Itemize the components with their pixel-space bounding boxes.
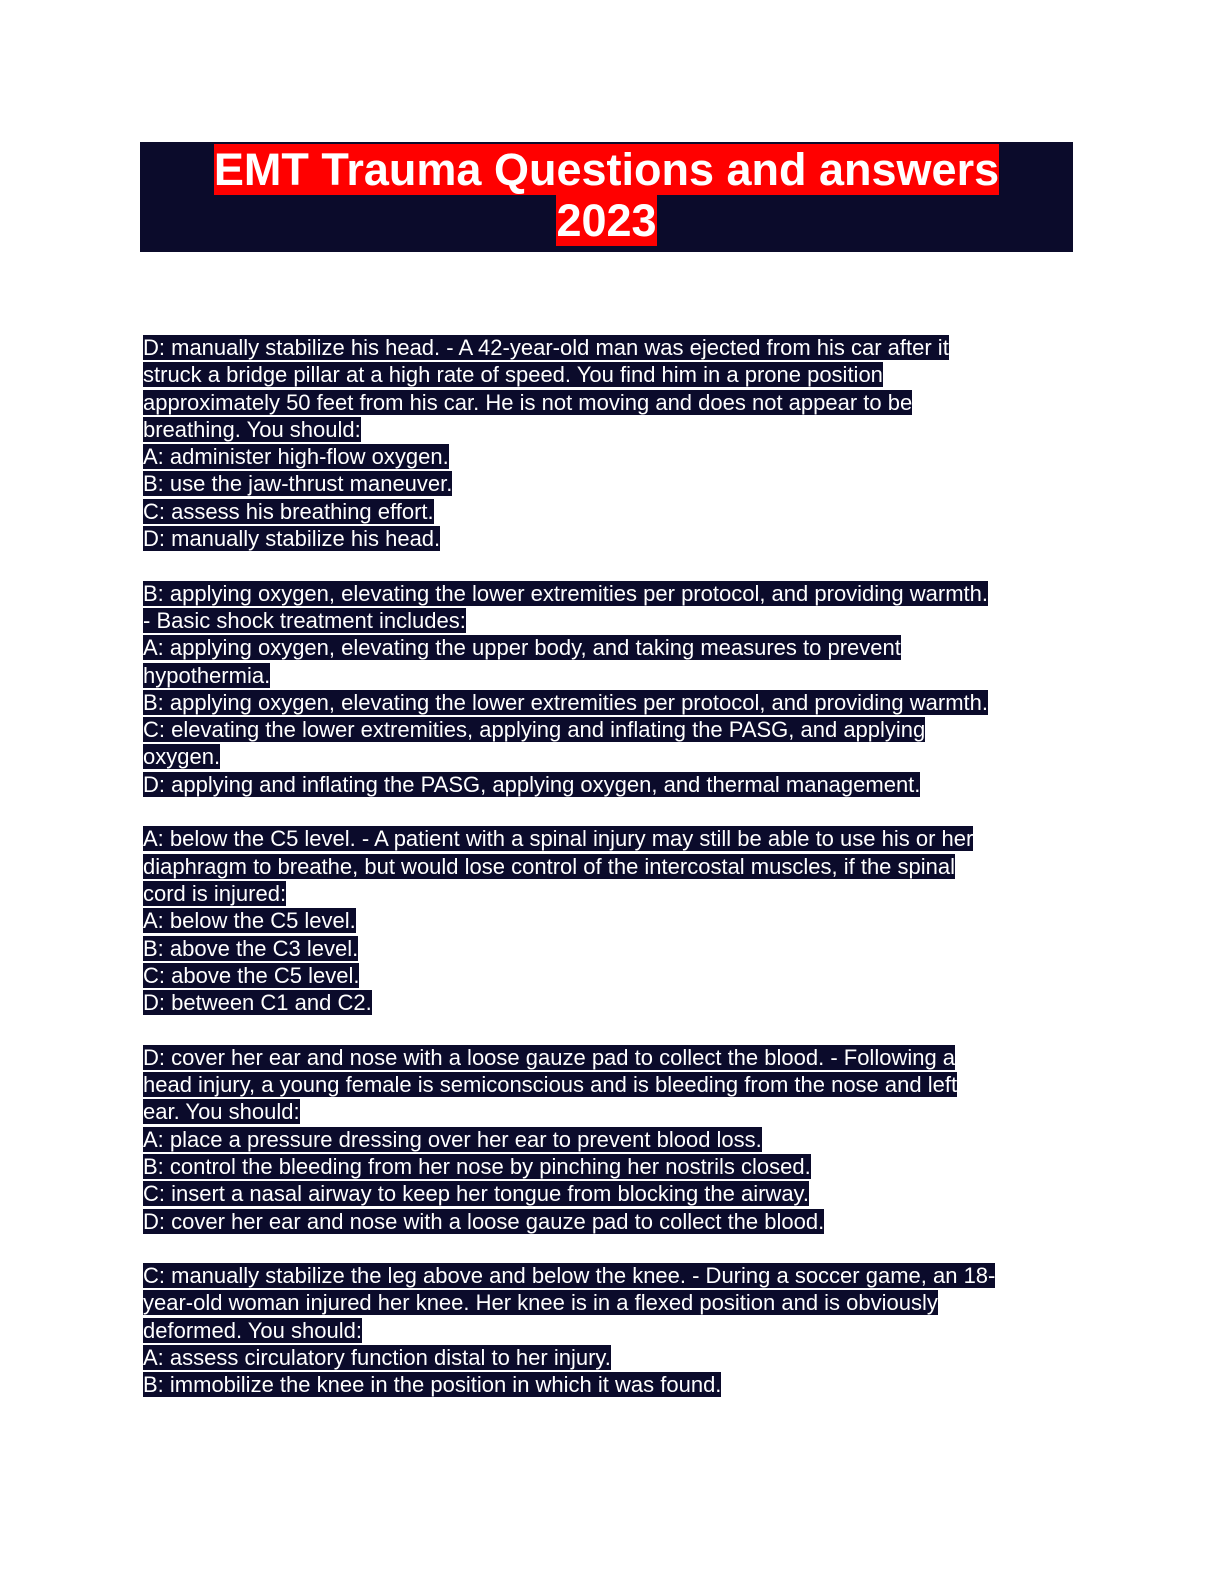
answer-option: B: use the jaw-thrust maneuver.	[143, 471, 453, 497]
qa-line: deformed. You should:	[143, 1317, 362, 1343]
qa-block-4	[143, 1044, 1078, 1235]
qa-line: ear. You should:	[143, 1099, 300, 1125]
qa-line: struck a bridge pillar at a high rate of speed. You find him in a prone position	[143, 362, 883, 388]
answer-option: B: immobilize the knee in the position in which it was found.	[143, 1372, 722, 1398]
answer-option: C: elevating the lower extremities, applying and inflating the PASG, and applying	[143, 717, 926, 743]
document-title	[140, 142, 1073, 246]
answer-option: D: manually stabilize his head.	[143, 526, 441, 552]
title-banner	[140, 142, 1073, 252]
answer-option: C: insert a nasal airway to keep her tongue from blocking the airway.	[143, 1181, 810, 1207]
answer-option: A: applying oxygen, elevating the upper body, and taking measures to prevent	[143, 635, 901, 661]
answer-option: C: above the C5 level.	[143, 962, 360, 988]
qa-line: head injury, a young female is semiconscious and is bleeding from the nose and left	[143, 1072, 958, 1098]
answer-option: A: place a pressure dressing over her ear to prevent blood loss.	[143, 1126, 762, 1152]
answer-option: A: administer high-flow oxygen.	[143, 444, 449, 470]
answer-option: C: assess his breathing effort.	[143, 498, 434, 524]
answer-option: A: below the C5 level.	[143, 908, 356, 934]
qa-line: - Basic shock treatment includes:	[143, 607, 466, 633]
qa-block-5	[143, 1262, 1078, 1398]
qa-line: D: cover her ear and nose with a loose gauze pad to collect the blood. - Following a	[143, 1044, 956, 1070]
qa-line: cord is injured:	[143, 880, 287, 906]
answer-option: D: cover her ear and nose with a loose gauze pad to collect the blood.	[143, 1208, 825, 1234]
title-line-2: 2023	[556, 195, 657, 246]
qa-line: breathing. You should:	[143, 416, 361, 442]
answer-option: B: above the C3 level.	[143, 935, 359, 961]
qa-block-3	[143, 825, 1078, 1016]
answer-option: D: between C1 and C2.	[143, 990, 372, 1016]
answer-option: oxygen.	[143, 744, 221, 770]
qa-line: approximately 50 feet from his car. He is not moving and does not appear to be	[143, 389, 913, 415]
title-line-1: EMT Trauma Questions and answers	[213, 144, 1000, 195]
answer-option: B: applying oxygen, elevating the lower extremities per protocol, and providing warmth.	[143, 689, 989, 715]
qa-line: diaphragm to breathe, but would lose control of the intercostal muscles, if the spinal	[143, 853, 956, 879]
answer-option: hypothermia.	[143, 662, 271, 688]
answer-option: B: control the bleeding from her nose by pinching her nostrils closed.	[143, 1153, 811, 1179]
qa-line: D: manually stabilize his head. - A 42-year-old man was ejected from his car after it	[143, 335, 949, 360]
qa-line: C: manually stabilize the leg above and below the knee. - During a soccer game, an 18-	[143, 1263, 996, 1289]
qa-line: B: applying oxygen, elevating the lower extremities per protocol, and providing warmth.	[143, 580, 989, 606]
qa-block-2	[143, 580, 1078, 798]
qa-block-1	[143, 334, 1078, 552]
answer-option: A: assess circulatory function distal to her injury.	[143, 1344, 611, 1370]
qa-line: A: below the C5 level. - A patient with a spinal injury may still be able to use his or her	[143, 826, 974, 852]
answer-option: D: applying and inflating the PASG, applying oxygen, and thermal management.	[143, 771, 921, 797]
qa-content	[143, 334, 1078, 1426]
qa-line: year-old woman injured her knee. Her knee is in a flexed position and is obviously	[143, 1290, 938, 1316]
